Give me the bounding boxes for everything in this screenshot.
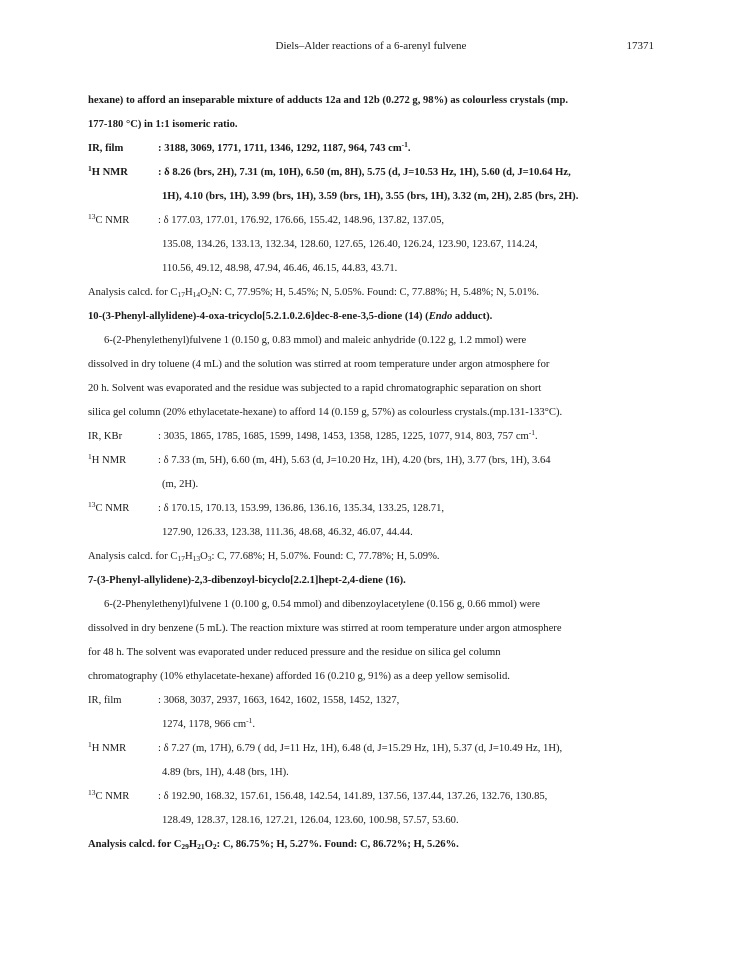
- ir-label: IR, KBr: [88, 431, 123, 442]
- intro-line-2: 177-180 °C) in 1:1 isomeric ratio.: [88, 119, 238, 130]
- cnmr-data-14: [88, 497, 654, 545]
- compound-16-heading: 7-(3-Phenyl-allylidene)-2,3-dibenzoyl-bicyclo[2.2.1]hept-2,4-diene (16).: [88, 575, 406, 586]
- procedure-16-line: 6-(2-Phenylethenyl)fulvene 1 (0.100 g, 0.54 mmol) and dibenzoylacetylene (0.156 g, 0.66 mmol) were: [104, 599, 540, 610]
- procedure-14-line: 20 h. Solvent was evaporated and the residue was subjected to a rapid chromatographic separation on short: [88, 383, 542, 394]
- hnmr-label: $^1$H NMR: [88, 740, 127, 754]
- hnmr-data-16: [88, 737, 654, 785]
- hnmr-line: : δ 7.33 (m, 5H), 6.60 (m, 4H), 5.63 (d, J=10.20 Hz, 1H), 4.20 (brs, 1H), 3.77 (brs, 1H), 3.64: [158, 455, 551, 466]
- cnmr-line: 135.08, 134.26, 133.13, 132.34, 128.60, 127.65, 126.40, 126.24, 123.90, 123.67, 114.24,: [162, 239, 538, 250]
- cnmr-line: 127.90, 126.33, 123.38, 111.36, 48.68, 46.32, 46.07, 44.44.: [162, 527, 413, 538]
- procedure-14-line: 6-(2-Phenylethenyl)fulvene 1 (0.150 g, 0.83 mmol) and maleic anhydride (0.122 g, 1.2 mmol) were: [104, 335, 527, 346]
- ir-data-16: IR, film : 3068, 3037, 2937, 1663, 1642, 1602, 1558, 1452, 1327, 1274, 1178, 966 $cm^{-1}$.: [88, 689, 654, 737]
- ir-data-12: IR, film : 3188, 3069, 1771, 1711, 1346, 1292, 1187, 964, 743 $cm^{-1}$.: [88, 137, 654, 161]
- page-number: 17371: [626, 40, 654, 52]
- ir-values: : 3068, 3037, 2937, 1663, 1642, 1602, 1558, 1452, 1327,: [158, 695, 400, 706]
- hnmr-data-14: [88, 449, 654, 497]
- cnmr-label: $^{13}$C NMR: [88, 788, 130, 802]
- ir-values: : 3035, 1865, 1785, 1685, 1599, 1498, 1453, 1358, 1285, 1225, 1077, 914, 803, 757 cm: [158, 431, 529, 442]
- ir-values: 3188, 3069, 1771, 1711, 1346, 1292, 1187, 964, 743 cm: [164, 143, 402, 154]
- procedure-16-line: dissolved in dry benzene (5 mL). The reaction mixture was stirred at room temperature under argon atmosphere: [88, 623, 562, 634]
- hnmr-data-12: [88, 161, 654, 209]
- procedure-16-line: chromatography (10% ethylacetate-hexane) afforded 16 (0.210 g, 91%) as a deep yellow semisolid.: [88, 671, 510, 682]
- cnmr-label: $^{13}$C NMR: [88, 212, 130, 226]
- running-head: [88, 36, 654, 56]
- hnmr-line: (m, 2H).: [162, 479, 199, 490]
- hnmr-line: 4.89 (brs, 1H), 4.48 (brs, 1H).: [162, 767, 289, 778]
- cnmr-data-12: [88, 209, 654, 281]
- procedure-14-line: dissolved in dry toluene (4 mL) and the solution was stirred at room temperature under argon atmosphere for: [88, 359, 550, 370]
- ir-values: 1274, 1178, 966 cm: [162, 719, 247, 730]
- compound-14-heading: 10-(3-Phenyl-allylidene)-4-oxa-tricyclo[5.2.1.0.2.6]dec-8-ene-3,5-dione (14) (Endo adduct).: [88, 311, 493, 322]
- hnmr-line: : δ 8.26 (brs, 2H), 7.31 (m, 10H), 6.50 (m, 8H), 5.75 (d, J=10.53 Hz, 1H), 5.60 (d, J=10.64 Hz,: [158, 167, 571, 178]
- ir-label: IR, film: [88, 143, 124, 154]
- cnmr-data-16: [88, 785, 654, 833]
- cnmr-line: : δ 170.15, 170.13, 153.99, 136.86, 136.16, 135.34, 133.25, 128.71,: [158, 503, 445, 514]
- unit-superscript: -1: [246, 716, 253, 725]
- unit-superscript: -1: [401, 140, 408, 149]
- cnmr-line: : δ 177.03, 177.01, 176.92, 176.66, 155.42, 148.96, 137.82, 137.05,: [158, 215, 445, 226]
- running-head-title: Diels–Alder reactions of a 6-arenyl fulvene: [275, 40, 467, 52]
- elemental-analysis-14: Analysis calcd. for $C_{17}H_{13}O_3$: C, 77.68%; H, 5.07%. Found: C, 77.78%; H, 5.09%.: [88, 551, 440, 563]
- cnmr-line: : δ 192.90, 168.32, 157.61, 156.48, 142.54, 141.89, 137.56, 137.44, 137.26, 132.76, 130.85,: [158, 791, 548, 802]
- procedure-16-line: for 48 h. The solvent was evaporated under reduced pressure and the residue on silica gel column: [88, 647, 501, 658]
- hnmr-line: : δ 7.27 (m, 17H), 6.79 ( dd, J=11 Hz, 1H), 6.48 (d, J=15.29 Hz, 1H), 5.37 (d, J=10.49 Hz, 1H),: [158, 743, 563, 754]
- hnmr-line: 1H), 4.10 (brs, 1H), 3.99 (brs, 1H), 3.59 (brs, 1H), 3.55 (brs, 1H), 3.32 (m, 2H), 2.85 (brs, 2H).: [162, 191, 579, 202]
- procedure-14-line: silica gel column (20% ethylacetate-hexane) to afford 14 (0.159 g, 57%) as colourless crystals.(mp.131-133°C).: [88, 407, 563, 418]
- hnmr-label: $^1$H NMR: [88, 452, 127, 466]
- article-body: [88, 89, 654, 857]
- elemental-analysis-12: Analysis calcd. for $C_{17}H_{14}O_2N$: C, 77.95%; H, 5.45%; N, 5.05%. Found: C, 77.88%; H, 5.48%; N, 5.01%.: [88, 287, 540, 299]
- hnmr-label: $^1$H NMR: [88, 164, 128, 178]
- cnmr-line: 110.56, 49.12, 48.98, 47.94, 46.46, 46.15, 44.83, 43.71.: [162, 263, 398, 274]
- cnmr-line: 128.49, 128.37, 128.16, 127.21, 126.04, 123.60, 100.98, 57.57, 53.60.: [162, 815, 459, 826]
- ir-label: IR, film: [88, 695, 122, 706]
- cnmr-label: $^{13}$C NMR: [88, 500, 130, 514]
- intro-line-1: hexane) to afford an inseparable mixture of adducts 12a and 12b (0.272 g, 98%) as colourless crystals (mp.: [88, 95, 569, 106]
- ir-data-14: IR, KBr : 3035, 1865, 1785, 1685, 1599, 1498, 1453, 1358, 1285, 1225, 1077, 914, 803, 757 $cm^{-1}$.: [88, 425, 654, 449]
- elemental-analysis-16: Analysis calcd. for $C_{29}H_{21}O_2$: C, 86.75%; H, 5.27%. Found: C, 86.72%; H, 5.26%.: [88, 839, 459, 851]
- unit-superscript: -1: [528, 428, 536, 437]
